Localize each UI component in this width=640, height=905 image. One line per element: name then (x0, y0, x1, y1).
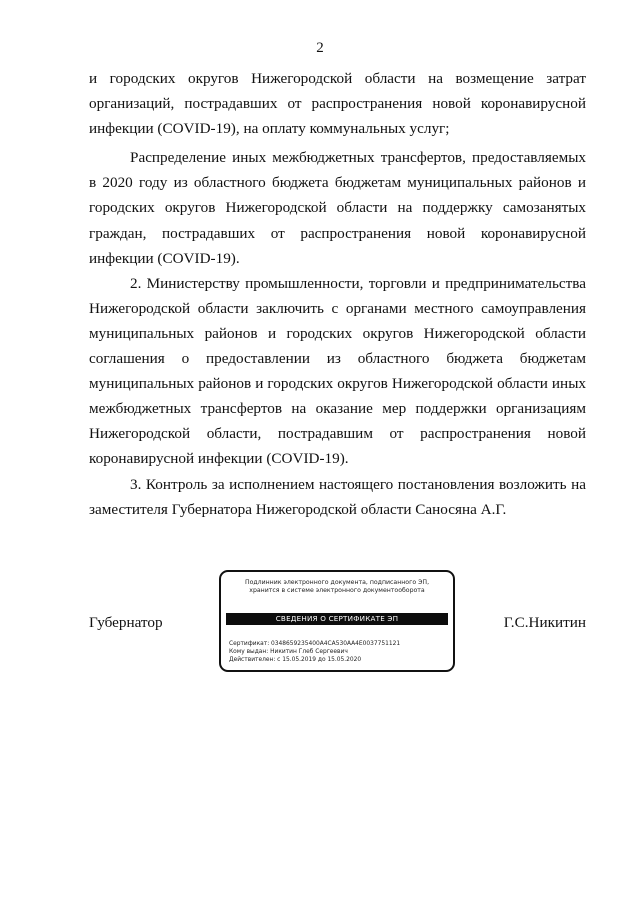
paragraph: 2. Министерству промышленности, торговли и предпринимательства Нижегородской области заключить с органами местного самоуправления муниципальных районов и городских округов Нижегородской области соглашения о предоставлении из областного бюджета бюджетам муниципальных районов и городских округов Нижегородской области иных межбюджетных трансфертов на оказание мер поддержки организациям Нижегородской области, пострадавшим от распространения новой коронавирусной инфекции (COVID-19). (89, 274, 586, 468)
stamp-notice: Подлинник электронного документа, подписанного ЭП, хранится в системе электронного документооборота (244, 579, 430, 594)
certificate-number: Сертификат: 0348659235400A4CA530AA4E0037751121 (229, 641, 401, 647)
paragraph: 3. Контроль за исполнением настоящего постановления возложить на заместителя Губернатора Нижегородской области Саносяна А.Г. (89, 475, 586, 518)
signatory-position: Губернатор (89, 614, 163, 631)
page-number: 2 (316, 40, 324, 56)
signatory-name: Г.С.Никитин (503, 614, 586, 631)
document-body (89, 66, 586, 522)
paragraph: и городских округов Нижегородской области на возмещение затрат организаций, пострадавших от распространения новой коронавирусной инфекции (COVID-19), на оплату коммунальных услуг; (89, 70, 586, 138)
electronic-signature-stamp (219, 570, 455, 672)
stamp-details (229, 640, 400, 664)
certificate-validity: Действителен: с 15.05.2019 до 15.05.2020 (229, 657, 362, 663)
certificate-owner: Кому выдан: Никитин Глеб Сергеевич (229, 649, 348, 655)
stamp-title: СВЕДЕНИЯ О СЕРТИФИКАТЕ ЭП (226, 613, 448, 625)
paragraph: Распределение иных межбюджетных трансфертов, предоставляемых в 2020 году из областного бюджета бюджетам муниципальных районов и городских округов Нижегородской области на поддержку самозанятых граждан, пострадавших от распространения новой коронавирусной инфекции (COVID-19). (89, 149, 586, 267)
